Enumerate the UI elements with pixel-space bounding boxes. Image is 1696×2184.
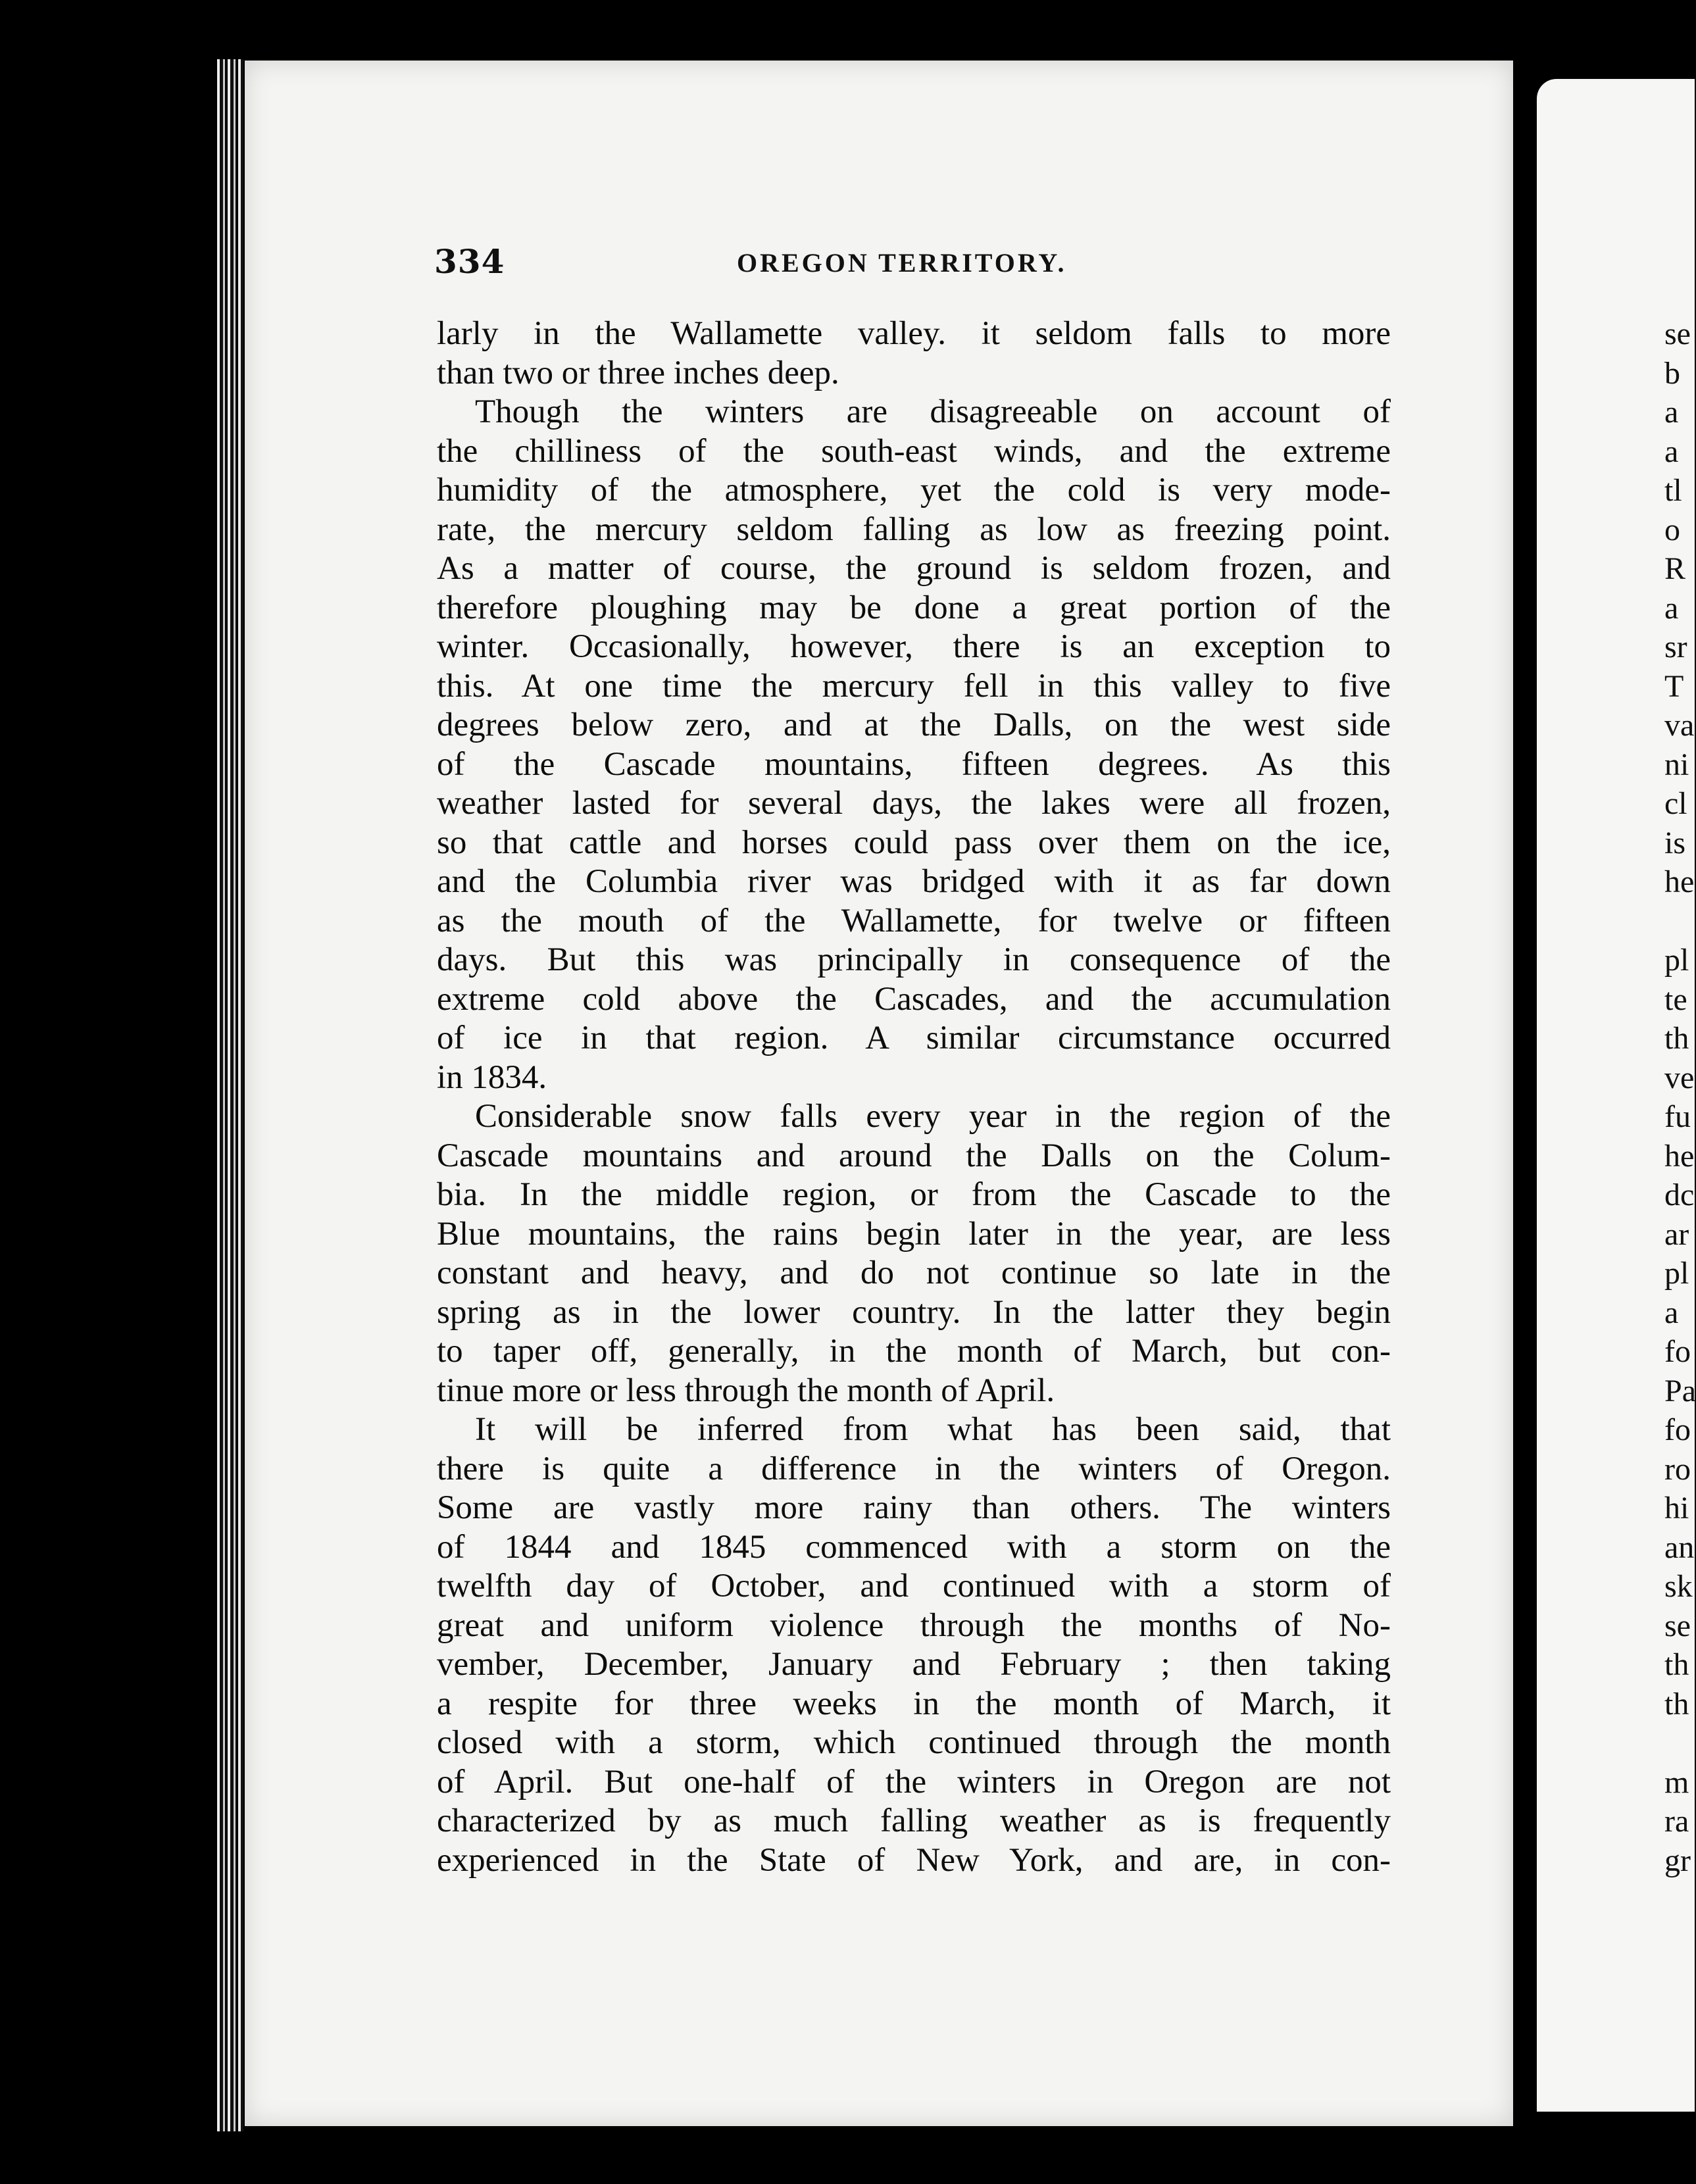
text-line: characterized by as much falling weather as is frequently	[437, 1802, 1391, 1839]
text-line: rate, the mercury seldom falling as low as freezing point.	[437, 510, 1391, 548]
text-line: of ice in that region. A similar circumstance occurred	[437, 1020, 1391, 1056]
text-line: larly in the Wallamette valley. it seldom falls to more	[437, 315, 1391, 352]
facing-page-fragment: se	[1664, 1608, 1691, 1643]
facing-page-fragment: m	[1664, 1764, 1689, 1800]
text-line: the chilliness of the south-east winds, and the extreme	[437, 432, 1391, 470]
text-line: therefore ploughing may be done a great portion of the	[437, 589, 1391, 626]
facing-page-fragment: R	[1664, 551, 1686, 586]
text-line: Blue mountains, the rains begin later in the year, are less	[437, 1215, 1391, 1253]
facing-page-fragment: sk	[1664, 1569, 1693, 1604]
facing-page-fragment: a	[1664, 434, 1679, 469]
text-line: there is quite a difference in the winters of Oregon.	[437, 1450, 1391, 1487]
facing-page-fragment: he	[1664, 864, 1695, 899]
book-spine	[217, 59, 243, 2131]
text-line: bia. In the middle region, or from the Cascade to the	[437, 1176, 1391, 1213]
facing-page-fragment: an	[1664, 1529, 1695, 1565]
facing-page-fragment: he	[1664, 1138, 1695, 1174]
running-title: OREGON TERRITORY.	[737, 248, 1067, 278]
facing-page-fragment: is	[1664, 825, 1686, 860]
facing-page-fragment: fo	[1664, 1334, 1691, 1369]
facing-page-fragment: o	[1664, 512, 1680, 547]
text-line: As a matter of course, the ground is seldom frozen, and	[437, 550, 1391, 587]
running-head	[434, 242, 1395, 288]
facing-page-fragment: ro	[1664, 1451, 1691, 1487]
text-line: of the Cascade mountains, fifteen degrees. As this	[437, 745, 1391, 783]
text-line: degrees below zero, and at the Dalls, on the west side	[437, 707, 1391, 743]
text-line: closed with a storm, which continued through the month	[437, 1724, 1391, 1761]
text-line: humidity of the atmosphere, yet the cold is very mode-	[437, 472, 1391, 509]
text-line: twelfth day of October, and continued with a storm of	[437, 1568, 1391, 1604]
facing-page-fragment: sr	[1664, 630, 1687, 664]
facing-page-fragment: ar	[1664, 1216, 1689, 1252]
facing-page-fragment: T	[1664, 668, 1684, 704]
facing-page-fragment: pl	[1664, 1256, 1689, 1291]
text-line: weather lasted for several days, the lakes were all frozen,	[437, 785, 1391, 822]
text-line: in 1834.	[437, 1058, 547, 1096]
page-number: 334	[434, 242, 505, 281]
text-line: Though the winters are disagreeable on account of	[475, 393, 1391, 430]
facing-page-fragment: hi	[1664, 1491, 1689, 1526]
text-line: experienced in the State of New York, and are, in con-	[437, 1841, 1391, 1879]
facing-page-fragment: a	[1664, 395, 1679, 430]
facing-page-text-fragments	[1664, 314, 1696, 1880]
text-line: great and uniform violence through the months of No-	[437, 1606, 1391, 1644]
text-line: Cascade mountains and around the Dalls on the Colum-	[437, 1137, 1391, 1174]
facing-page-fragment: a	[1664, 1295, 1679, 1330]
facing-page-fragment: th	[1664, 1021, 1689, 1056]
text-line: Considerable snow falls every year in the region of the	[475, 1098, 1391, 1135]
text-line: as the mouth of the Wallamette, for twelve or fifteen	[437, 902, 1391, 939]
facing-page-fragment: a	[1664, 590, 1679, 626]
text-line: Some are vastly more rainy than others. The winters	[437, 1489, 1391, 1526]
facing-page-fragment: tl	[1664, 473, 1682, 508]
facing-page-fragment: b	[1664, 355, 1680, 391]
text-line: than two or three inches deep.	[437, 354, 839, 391]
facing-page-fragment: fu	[1664, 1099, 1691, 1134]
text-line: constant and heavy, and do not continue so late in the	[437, 1254, 1391, 1291]
text-line: and the Columbia river was bridged with it as far down	[437, 863, 1391, 900]
body-text	[437, 314, 1391, 1880]
facing-page-fragment: ra	[1664, 1804, 1689, 1839]
facing-page-fragment: te	[1664, 981, 1687, 1017]
text-line: spring as in the lower country. In the latter they begin	[437, 1293, 1391, 1331]
text-line: days. But this was principally in consequence of the	[437, 941, 1391, 978]
text-line: a respite for three weeks in the month of March, it	[437, 1685, 1391, 1722]
facing-page-fragment: ni	[1664, 747, 1689, 782]
facing-page-fragment: gr	[1664, 1843, 1691, 1878]
facing-page-fragment: th	[1664, 1686, 1689, 1722]
facing-page-fragment	[1664, 902, 1692, 941]
text-line: winter. Occasionally, however, there is an exception to	[437, 628, 1391, 665]
facing-page-fragment: va	[1664, 708, 1695, 743]
facing-page-fragment	[1664, 1724, 1692, 1763]
facing-page-fragment: cl	[1664, 786, 1687, 821]
facing-page-fragment: dc	[1664, 1178, 1695, 1212]
text-line: extreme cold above the Cascades, and the accumulation	[437, 980, 1391, 1018]
facing-page-fragment: pl	[1664, 943, 1689, 978]
facing-page-fragment: se	[1664, 316, 1691, 351]
facing-page-fragment: Pa	[1664, 1373, 1696, 1408]
text-line: of April. But one-half of the winters in Oregon are not	[437, 1763, 1391, 1800]
text-line: this. At one time the mercury fell in this valley to five	[437, 667, 1391, 705]
text-line: to taper off, generally, in the month of March, but con-	[437, 1333, 1391, 1370]
text-line: of 1844 and 1845 commenced with a storm on the	[437, 1528, 1391, 1566]
text-line: so that cattle and horses could pass over them on the ice,	[437, 824, 1391, 861]
text-line: vember, December, January and February ; then taking	[437, 1646, 1391, 1683]
text-line: tinue more or less through the month of April.	[437, 1372, 1055, 1409]
facing-page-fragment: ve	[1664, 1060, 1695, 1095]
facing-page-fragment: th	[1664, 1647, 1689, 1682]
facing-page-fragment: fo	[1664, 1412, 1691, 1447]
text-line: It will be inferred from what has been said, that	[475, 1411, 1391, 1448]
